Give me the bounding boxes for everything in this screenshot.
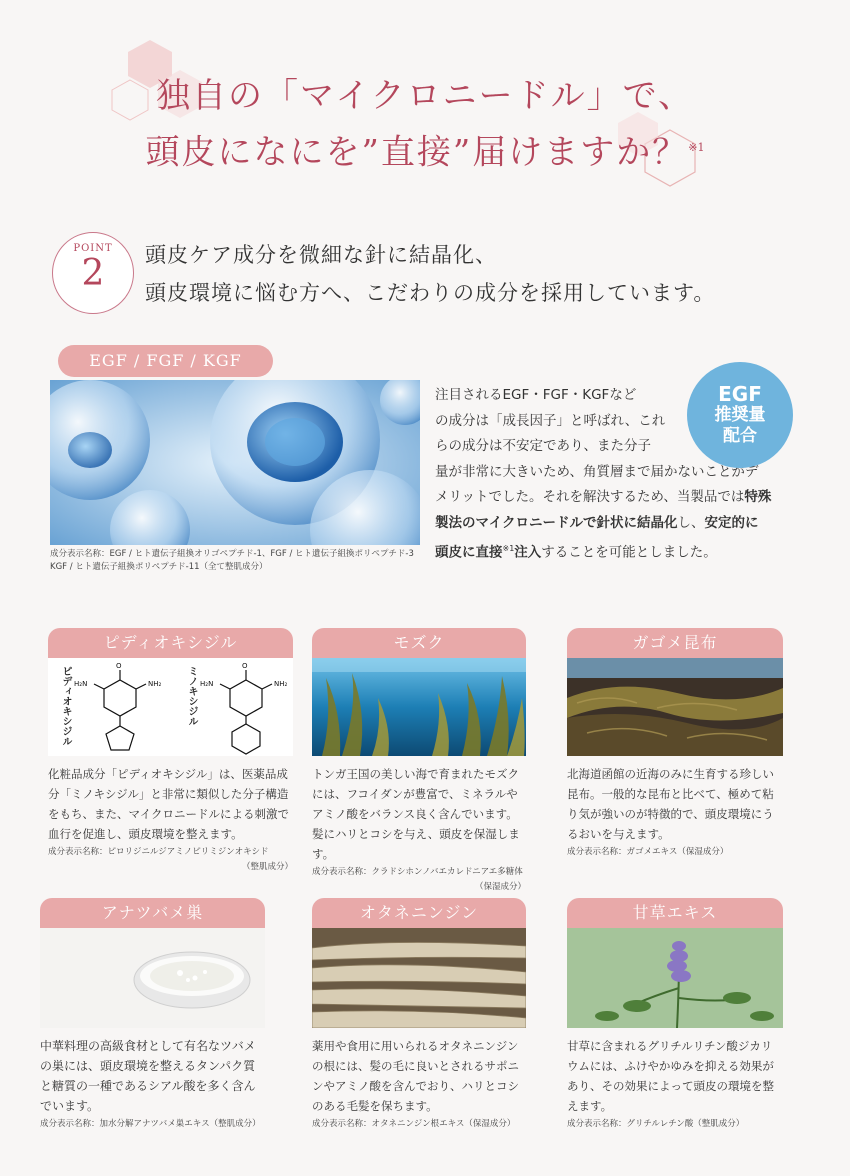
card-description: トンガ王国の美しい海で育まれたモズクには、フコイダンが豊富で、ミネラルやアミノ酸をバランス良く含んでいます。髪にハリとコシを与え、頭皮を保湿します。 (312, 767, 520, 861)
svg-text:H₂N: H₂N (200, 680, 214, 688)
card-ingredient-note: 成分表示名称：加水分解アナツバメ巣エキス（整肌成分） (40, 1119, 261, 1129)
egf-text-line (435, 536, 800, 566)
ingredient-card-ginseng (312, 898, 526, 1131)
card-ingredient-note-2: （整肌成分） (241, 862, 293, 872)
point-line2: 頭皮環境に悩む方へ、こだわりの成分を採用しています。 (145, 281, 716, 305)
point-number: 2 (81, 253, 105, 294)
card-description: 北海道函館の近海のみに生育する珍しい昆布。一般的な昆布と比べて、極めて粘り気が強いのが特徴的で、頭皮環境にうるおいを与えます。 (567, 767, 774, 841)
cell-image (50, 380, 420, 545)
card-title: モズク (312, 628, 526, 658)
card-title: 甘草エキス (567, 898, 783, 928)
svg-text:NH₂: NH₂ (274, 680, 288, 688)
card-description: 化粧品成分「ピディオキシジル」は、医薬品成分「ミノキシジル」と非常に類似した分子構造をもち、また、マイクロニードルによる刺激で血行を促進し、頭皮環境を整えます。 (48, 767, 290, 841)
egf-text-bold: 注入 (514, 544, 542, 561)
egf-text-bold: 特殊 (744, 489, 772, 505)
egf-recommended-badge (687, 362, 793, 468)
card-description: 甘草に含まれるグリチルリチン酸ジカリウムには、ふけやかゆみを抑える効果があり、その効果によって頭皮の環境を整えます。 (567, 1039, 774, 1113)
egf-text-part: し、 (677, 514, 705, 531)
card-title: アナツバメ巣 (40, 898, 265, 928)
card-ingredient-note-2: （保湿成分） (474, 882, 526, 892)
chem-label-pidioxidil: ピディオキシジル (60, 666, 71, 746)
svg-text:O: O (116, 662, 122, 670)
card-description: 薬用や食用に用いられるオタネニンジンの根には、髪の毛に良いとされるサポニンやアミノ酸を含んでおり、ハリとコシのある毛髪を保ちます。 (312, 1039, 519, 1113)
card-ingredient-note: 成分表示名称：ガゴメエキス（保湿成分） (567, 847, 729, 857)
badge-line1: EGF (718, 381, 762, 406)
ingredient-card-licorice (567, 898, 783, 1131)
egf-note-line2: KGF / ヒト遺伝子組換ポリペプチド-11（全て整肌成分） (50, 562, 268, 572)
svg-text:H₂N: H₂N (74, 680, 88, 688)
egf-text-line: 量が非常に大きいため、角質層まで届かないことがデ (435, 463, 759, 480)
point-line1: 頭皮ケア成分を微細な針に結晶化、 (145, 243, 497, 267)
egf-text-line (435, 511, 800, 537)
page-title (0, 70, 850, 178)
ingredient-card-pidioxidil (48, 628, 293, 874)
svg-text:NH₂: NH₂ (148, 680, 162, 688)
card-ingredient-note: 成分表示名称：クラドシホンノバエカレドニアエ多糖体 (312, 867, 523, 877)
licorice-flower-image (567, 928, 783, 1028)
point-badge (52, 232, 134, 314)
egf-text-line: の成分は「成長因子」と呼ばれ、これ (435, 412, 666, 429)
card-title: オタネニンジン (312, 898, 526, 928)
card-title: ガゴメ昆布 (567, 628, 783, 658)
chem-label-minoxidil: ミノキシジル (186, 666, 197, 726)
card-ingredient-note: 成分表示名称：ピロリジニルジアミノピリミジンオキシド (48, 847, 269, 857)
seaweed-image (312, 658, 526, 756)
ginseng-root-image (312, 928, 526, 1028)
bird-nest-bowl-image (40, 928, 265, 1028)
kelp-image (567, 658, 783, 756)
ingredient-card-swiftlet-nest (40, 898, 265, 1131)
card-description: 中華料理の高級食材として有名なツバメの巣には、頭皮環境を整えるタンパク質と糖質の一種であるシアル酸を多く含んでいます。 (40, 1039, 256, 1113)
card-ingredient-note: 成分表示名称：オタネニンジン根エキス（保湿成分） (312, 1119, 516, 1129)
egf-text-part: することを可能としました。 (541, 544, 717, 561)
egf-text-part: メリットでした。それを解決するため、当製品では (435, 489, 745, 505)
ingredient-card-mozuku (312, 628, 526, 894)
title-line2: 頭皮になにを”直接”届けますか？ (145, 132, 689, 173)
card-title: ピディオキシジル (48, 628, 293, 658)
egf-pill-label: EGF / FGF / KGF (58, 345, 273, 377)
title-note-mark: ※1 (688, 141, 705, 154)
egf-text-bold: 頭皮に直接 (435, 544, 503, 561)
egf-text-note-mark: ※1 (502, 544, 515, 553)
point-heading (145, 236, 715, 312)
chemical-structure-image (48, 658, 293, 756)
egf-text-bold: 製法のマイクロニードルで針状に結晶化 (435, 514, 678, 531)
ingredient-card-gagome (567, 628, 783, 859)
egf-text-line: らの成分は不安定であり、また分子 (435, 438, 651, 454)
egf-text-bold: 安定的に (704, 514, 759, 531)
svg-text:O: O (242, 662, 248, 670)
badge-line3: 配合 (723, 425, 757, 446)
egf-ingredient-note (50, 548, 414, 574)
title-line1: 独自の「マイクロニードル」で、 (156, 76, 694, 116)
egf-text-line (435, 485, 800, 511)
badge-line2: 推奨量 (714, 404, 766, 425)
egf-text-line: 注目されるEGF・FGF・KGFなど (435, 387, 637, 403)
point-label: POINT (73, 243, 113, 254)
egf-note-line1: 成分表示名称：EGF / ヒト遺伝子組換オリゴペプチド-1、FGF / ヒト遺伝子組換ポリペプチド-3 (50, 549, 414, 559)
card-ingredient-note: 成分表示名称：グリチルレチン酸（整肌成分） (567, 1119, 745, 1129)
